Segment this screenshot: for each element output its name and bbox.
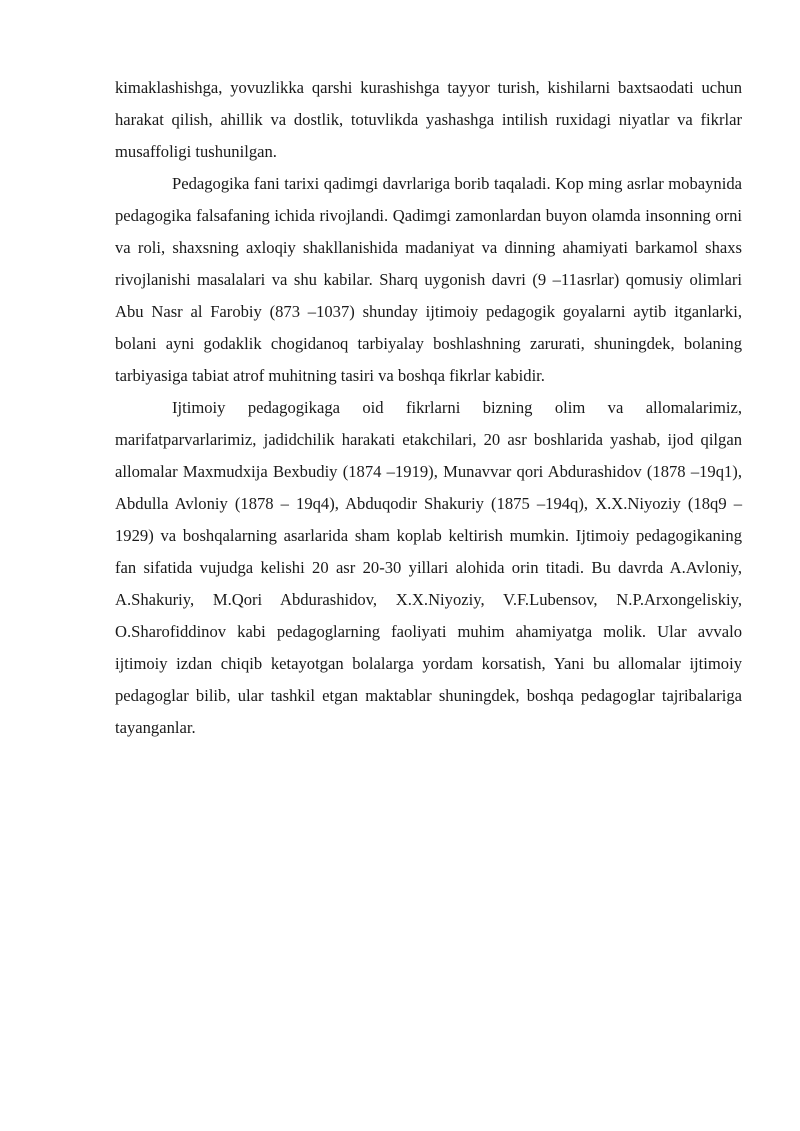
document-body: [115, 72, 742, 744]
paragraph-2: Pedagogika fani tarixi qadimgi davrlariga borib taqaladi. Kop ming asrlar mobaynida pedagogika falsafaning ichida rivojlandi. Qadimgi zamonlardan buyon olamda insonning orni va roli, shaxsning axloqiy shakllanishida madaniyat va dinning ahamiyati barkamol shaxs rivojlanishi masalalari va shu kabilar. Sharq uygonish davri (9 –11asrlar) qomusiy olimlari Abu Nasr al Farobiy (873 –1037) shunday ijtimoiy pedagogik goyalarni aytib itganlarki, bolani ayni godaklik chogidanoq tarbiyalay boshlashning zarurati, shuningdek, bolaning tarbiyasiga tabiat atrof muhitning tasiri va boshqa fikrlar kabidir.: [115, 174, 742, 385]
paragraph-3: Ijtimoiy pedagogikaga oid fikrlarni bizning olim va allomalarimiz, marifatparvarlarimiz, jadidchilik harakati etakchilari, 20 asr boshlarida yashab, ijod qilgan allomalar Maxmudxija Bexbudiy (1874 –1919), Munavvar qori Abdurashidov (1878 –19q1), Abdulla Avloniy (1878 – 19q4), Abduqodir Shakuriy (1875 –194q), X.X.Niyoziy (18q9 –1929) va boshqalarning asarlarida sham koplab keltirish mumkin. Ijtimoiy pedagogikaning fan sifatida vujudga kelishi 20 asr 20-30 yillari alohida orin titadi. Bu davrda A.Avloniy, A.Shakuriy, M.Qori Abdurashidov, X.X.Niyoziy, V.F.Lubensov, N.P.Arxongeliskiy, O.Sharofiddinov kabi pedagoglarning faoliyati muhim ahamiyatga molik. Ular avvalo ijtimoiy izdan chiqib ketayotgan bolalarga yordam korsatish, Yani bu allomalar ijtimoiy pedagoglar bilib, ular tashkil etgan maktablar shuningdek, boshqa pedagoglar tajribalariga tayanganlar.: [115, 398, 742, 737]
paragraph-1: kimaklashishga, yovuzlikka qarshi kurashishga tayyor turish, kishilarni baxtsaodati uchun harakat qilish, ahillik va dostlik, totuvlikda yashashga intilish ruxidagi niyatlar va fikrlar musaffoligi tushunilgan.: [115, 78, 742, 161]
